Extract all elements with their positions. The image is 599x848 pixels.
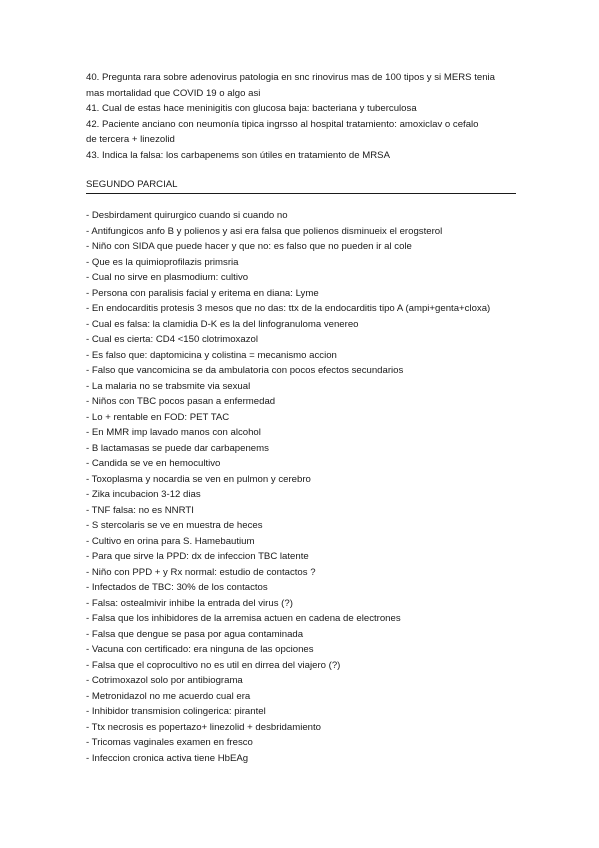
list-item: - Cotrimoxazol solo por antibiograma [86, 675, 243, 686]
list-item: - Candida se ve en hemocultivo [86, 458, 221, 469]
list-item: - Tricomas vaginales examen en fresco [86, 737, 253, 748]
list-item: - Desbirdament quirurgico cuando si cuando no [86, 210, 288, 221]
list-item: - Toxoplasma y nocardia se ven en pulmon y cerebro [86, 473, 311, 485]
list-item: - Zika incubacion 3-12 dias [86, 489, 201, 500]
list-item: - Cual es cierta: CD4 <150 clotrimoxazol [86, 334, 258, 345]
list-item: - S stercolaris se ve en muestra de heces [86, 520, 263, 531]
list-item: - Infeccion cronica activa tiene HbEAg [86, 752, 249, 764]
list-item: - Inhibidor transmision colingerica: pirantel [86, 706, 266, 717]
question-block [86, 70, 526, 163]
list-item: - Para que sirve la PPD: dx de infeccion TBC latente [86, 551, 309, 562]
question-line: 43. Indica la falsa: los carbapenems son útiles en tratamiento de MRSA [86, 149, 390, 161]
list-item: - Metronidazol no me acuerdo cual era [86, 690, 251, 702]
list-item: - Que es la quimioprofilazis primsria [86, 256, 239, 268]
question-line: 42. Paciente anciano con neumonía tipica ingrsso al hospital tratamiento: amoxiclav o cefalo [86, 118, 479, 130]
list-item: - En endocarditis protesis 3 mesos que no das: ttx de la endocarditis tipo A (ampi+genta+cloxa) [86, 303, 491, 314]
question-line: de tercera + linezolid [86, 134, 175, 145]
list-item: - Niño con PPD + y Rx normal: estudio de contactos ? [86, 566, 316, 578]
list-item: - Cual no sirve en plasmodium: cultivo [86, 272, 249, 283]
list-item: - La malaria no se trabsmite via sexual [86, 380, 251, 392]
list-item: - Falsa que el coprocultivo no es util en dirrea del viajero (?) [86, 659, 341, 671]
list-item: - Antifungicos anfo B y polienos y asi era falsa que polienos disminueix el erogsterol [86, 225, 443, 237]
list-item: - En MMR imp lavado manos con alcohol [86, 427, 261, 438]
list-item: - Vacuna con certificado: era ninguna de las opciones [86, 644, 314, 655]
list-item: - Falsa: ostealmivir inhibe la entrada del virus (?) [86, 597, 293, 609]
list-item: - Lo + rentable en FOD: PET TAC [86, 411, 230, 423]
bullet-list [86, 208, 526, 766]
section-heading: SEGUNDO PARCIAL [86, 178, 516, 194]
list-item: - Ttx necrosis es popertazo+ linezolid + desbridamiento [86, 721, 321, 733]
list-item: - Persona con paralisis facial y eritema en diana: Lyme [86, 287, 319, 299]
question-line: 40. Pregunta rara sobre adenovirus patologia en snc rinovirus mas de 100 tipos y si MERS tenia [86, 72, 496, 83]
list-item: - Es falso que: daptomicina y colistina = mecanismo accion [86, 349, 337, 361]
list-item: - TNF falsa: no es NNRTI [86, 504, 194, 516]
list-item: - Falso que vancomicina se da ambulatoria con pocos efectos secundarios [86, 365, 404, 376]
question-line: mas mortalidad que COVID 19 o algo asi [86, 87, 261, 99]
list-item: - Infectados de TBC: 30% de los contactos [86, 582, 268, 593]
list-item: - Falsa que dengue se pasa por agua contaminada [86, 628, 304, 640]
list-item: - Niño con SIDA que puede hacer y que no: es falso que no pueden ir al cole [86, 241, 412, 252]
list-item: - B lactamasas se puede dar carbapenems [86, 442, 269, 454]
list-item: - Cual es falsa: la clamidia D-K es la del linfogranuloma venereo [86, 318, 359, 330]
list-item: - Niños con TBC pocos pasan a enfermedad [86, 396, 276, 407]
list-item: - Cultivo en orina para S. Hamebautium [86, 535, 255, 547]
list-item: - Falsa que los inhibidores de la arremisa actuen en cadena de electrones [86, 613, 401, 624]
question-line: 41. Cual de estas hace meninigitis con glucosa baja: bacteriana y tuberculosa [86, 103, 417, 114]
